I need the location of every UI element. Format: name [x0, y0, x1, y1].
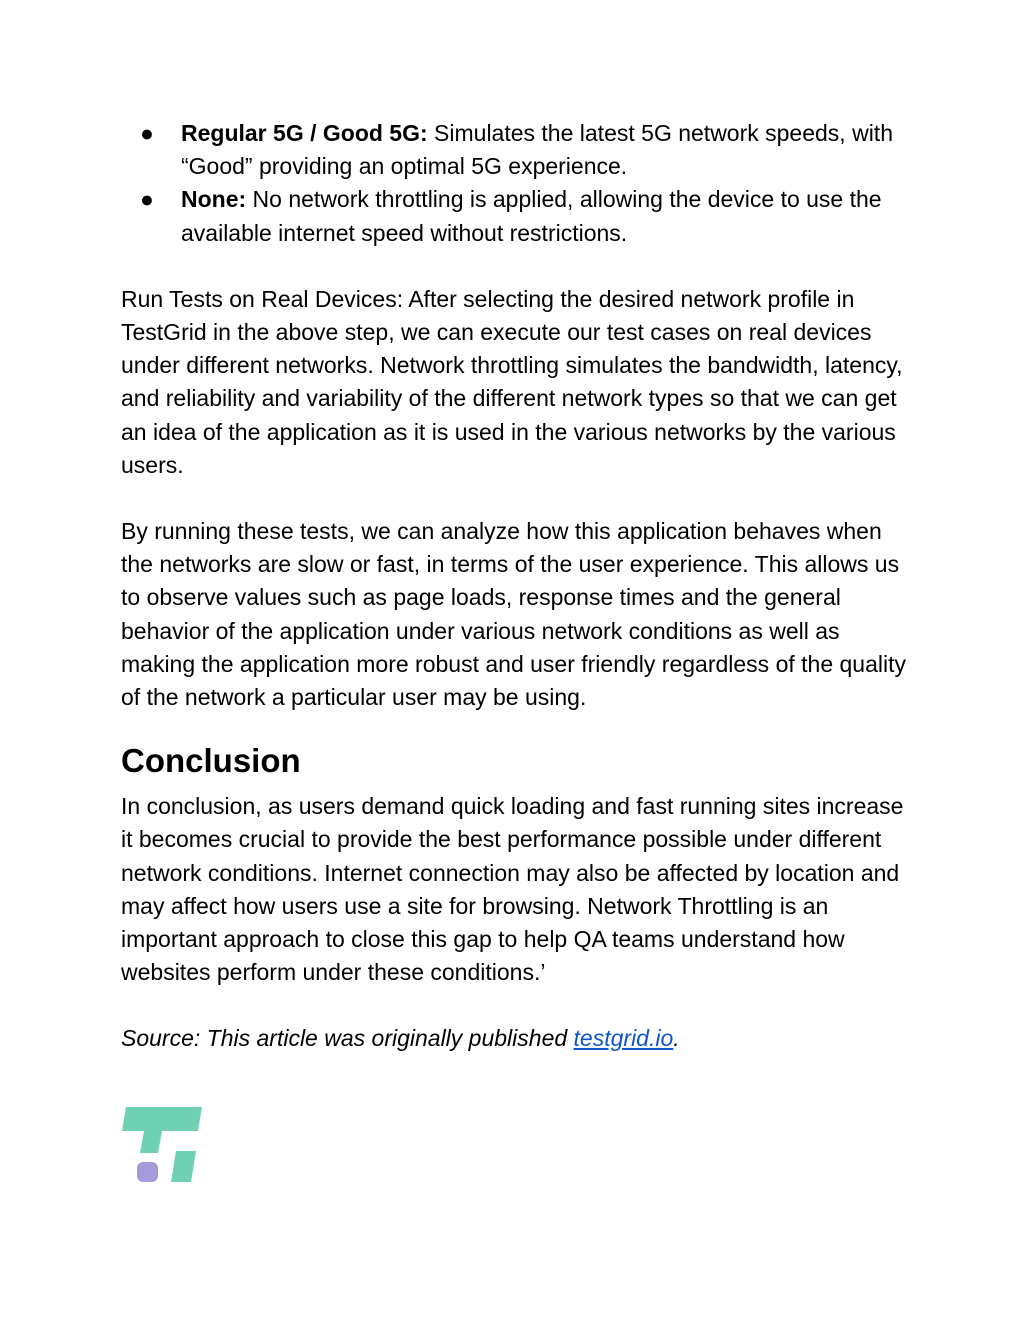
conclusion-heading: Conclusion: [121, 742, 301, 780]
source-prefix: Source: This article was originally published: [121, 1025, 574, 1052]
run-tests-paragraph: Run Tests on Real Devices: After selecting the desired network profile in TestGrid in the above step, we can execute our test cases on real devices under different networks. Network throttling simulates the bandwidth, latency, and reliability and variability of the different network types so that we can get an idea of the application as it is used in the various networks by the various users.: [121, 285, 903, 478]
logo-stem: [140, 1131, 162, 1153]
analysis-paragraph: By running these tests, we can analyze how this application behaves when the networks are slow or fast, in terms of the user experience. This allows us to observe values such as page loads, response times and the general behavior of the application under various network conditions as well as making the application more robust and user friendly regardless of the quality of the network a particular user may be using.: [121, 518, 906, 711]
bullet-term: Regular 5G / Good 5G:: [181, 120, 428, 146]
source-link[interactable]: testgrid.io: [573, 1025, 674, 1052]
network-profile-list: [121, 117, 911, 250]
bullet-term: None:: [181, 186, 247, 213]
conclusion-paragraph: In conclusion, as users demand quick loading and fast running sites increase it becomes crucial to provide the best performance possible under different network conditions. Internet connection may also be affected by location and may affect how users use a site for browsing. Network Throttling is an important approach to close this gap to help QA teams understand how websites perform under these conditions.’: [121, 793, 904, 986]
bullet-text: No network throttling is applied, allowing the device to use the available internet speed without restrictions.: [181, 186, 882, 246]
testgrid-logo-icon: [122, 1105, 204, 1183]
logo-right-block: [171, 1151, 196, 1182]
bullet-text: Simulates the latest 5G network speeds, with “Good” providing an optimal 5G experience.: [181, 120, 893, 180]
logo-dot: [137, 1162, 158, 1182]
document-body: [121, 117, 911, 1056]
list-item: [121, 183, 911, 249]
logo-top-bar: [122, 1107, 202, 1131]
source-suffix: .: [673, 1025, 680, 1052]
bullet-icon: ●: [140, 186, 154, 213]
source-line: [121, 1022, 911, 1055]
list-item: [121, 117, 911, 183]
bullet-icon: ●: [140, 120, 154, 146]
